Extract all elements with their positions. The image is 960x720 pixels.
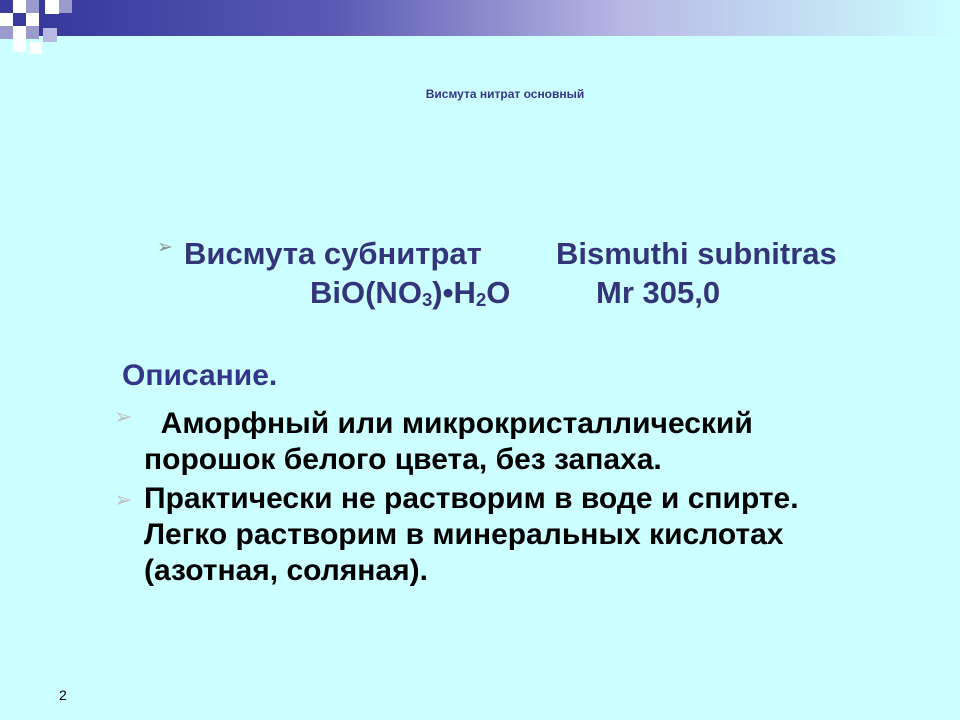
bullet-arrow-icon: ➢ (114, 405, 133, 430)
page-number: 2 (59, 687, 67, 703)
bullet-line: (азотная, соляная). (144, 554, 428, 587)
top-gradient-band (0, 0, 960, 36)
description-heading: Описание. (122, 359, 278, 392)
substance-name-lat: Bismuthi subnitras (556, 236, 837, 271)
molecular-mass: Mr 305,0 (596, 275, 721, 310)
bullet-arrow-icon: ➢ (114, 488, 133, 513)
bullet-arrow-icon: ➢ (157, 236, 173, 258)
chemical-formula: $BiO(NO_3)•H_2O$ (310, 275, 511, 310)
description-bullet-2 (144, 481, 799, 589)
bullet-line: Аморфный или микрокристаллический (144, 407, 753, 440)
description-bullet-1 (144, 406, 753, 478)
substance-name-ru: Висмута субнитрат (184, 236, 482, 271)
bullet-line: Легко растворим в минеральных кислотах (144, 518, 784, 551)
bullet-line: порошок белого цвета, без запаха. (144, 443, 662, 476)
bullet-line: Практически не растворим в воде и спирте. (144, 482, 799, 515)
slide-title: Висмута нитрат основный (425, 87, 585, 101)
